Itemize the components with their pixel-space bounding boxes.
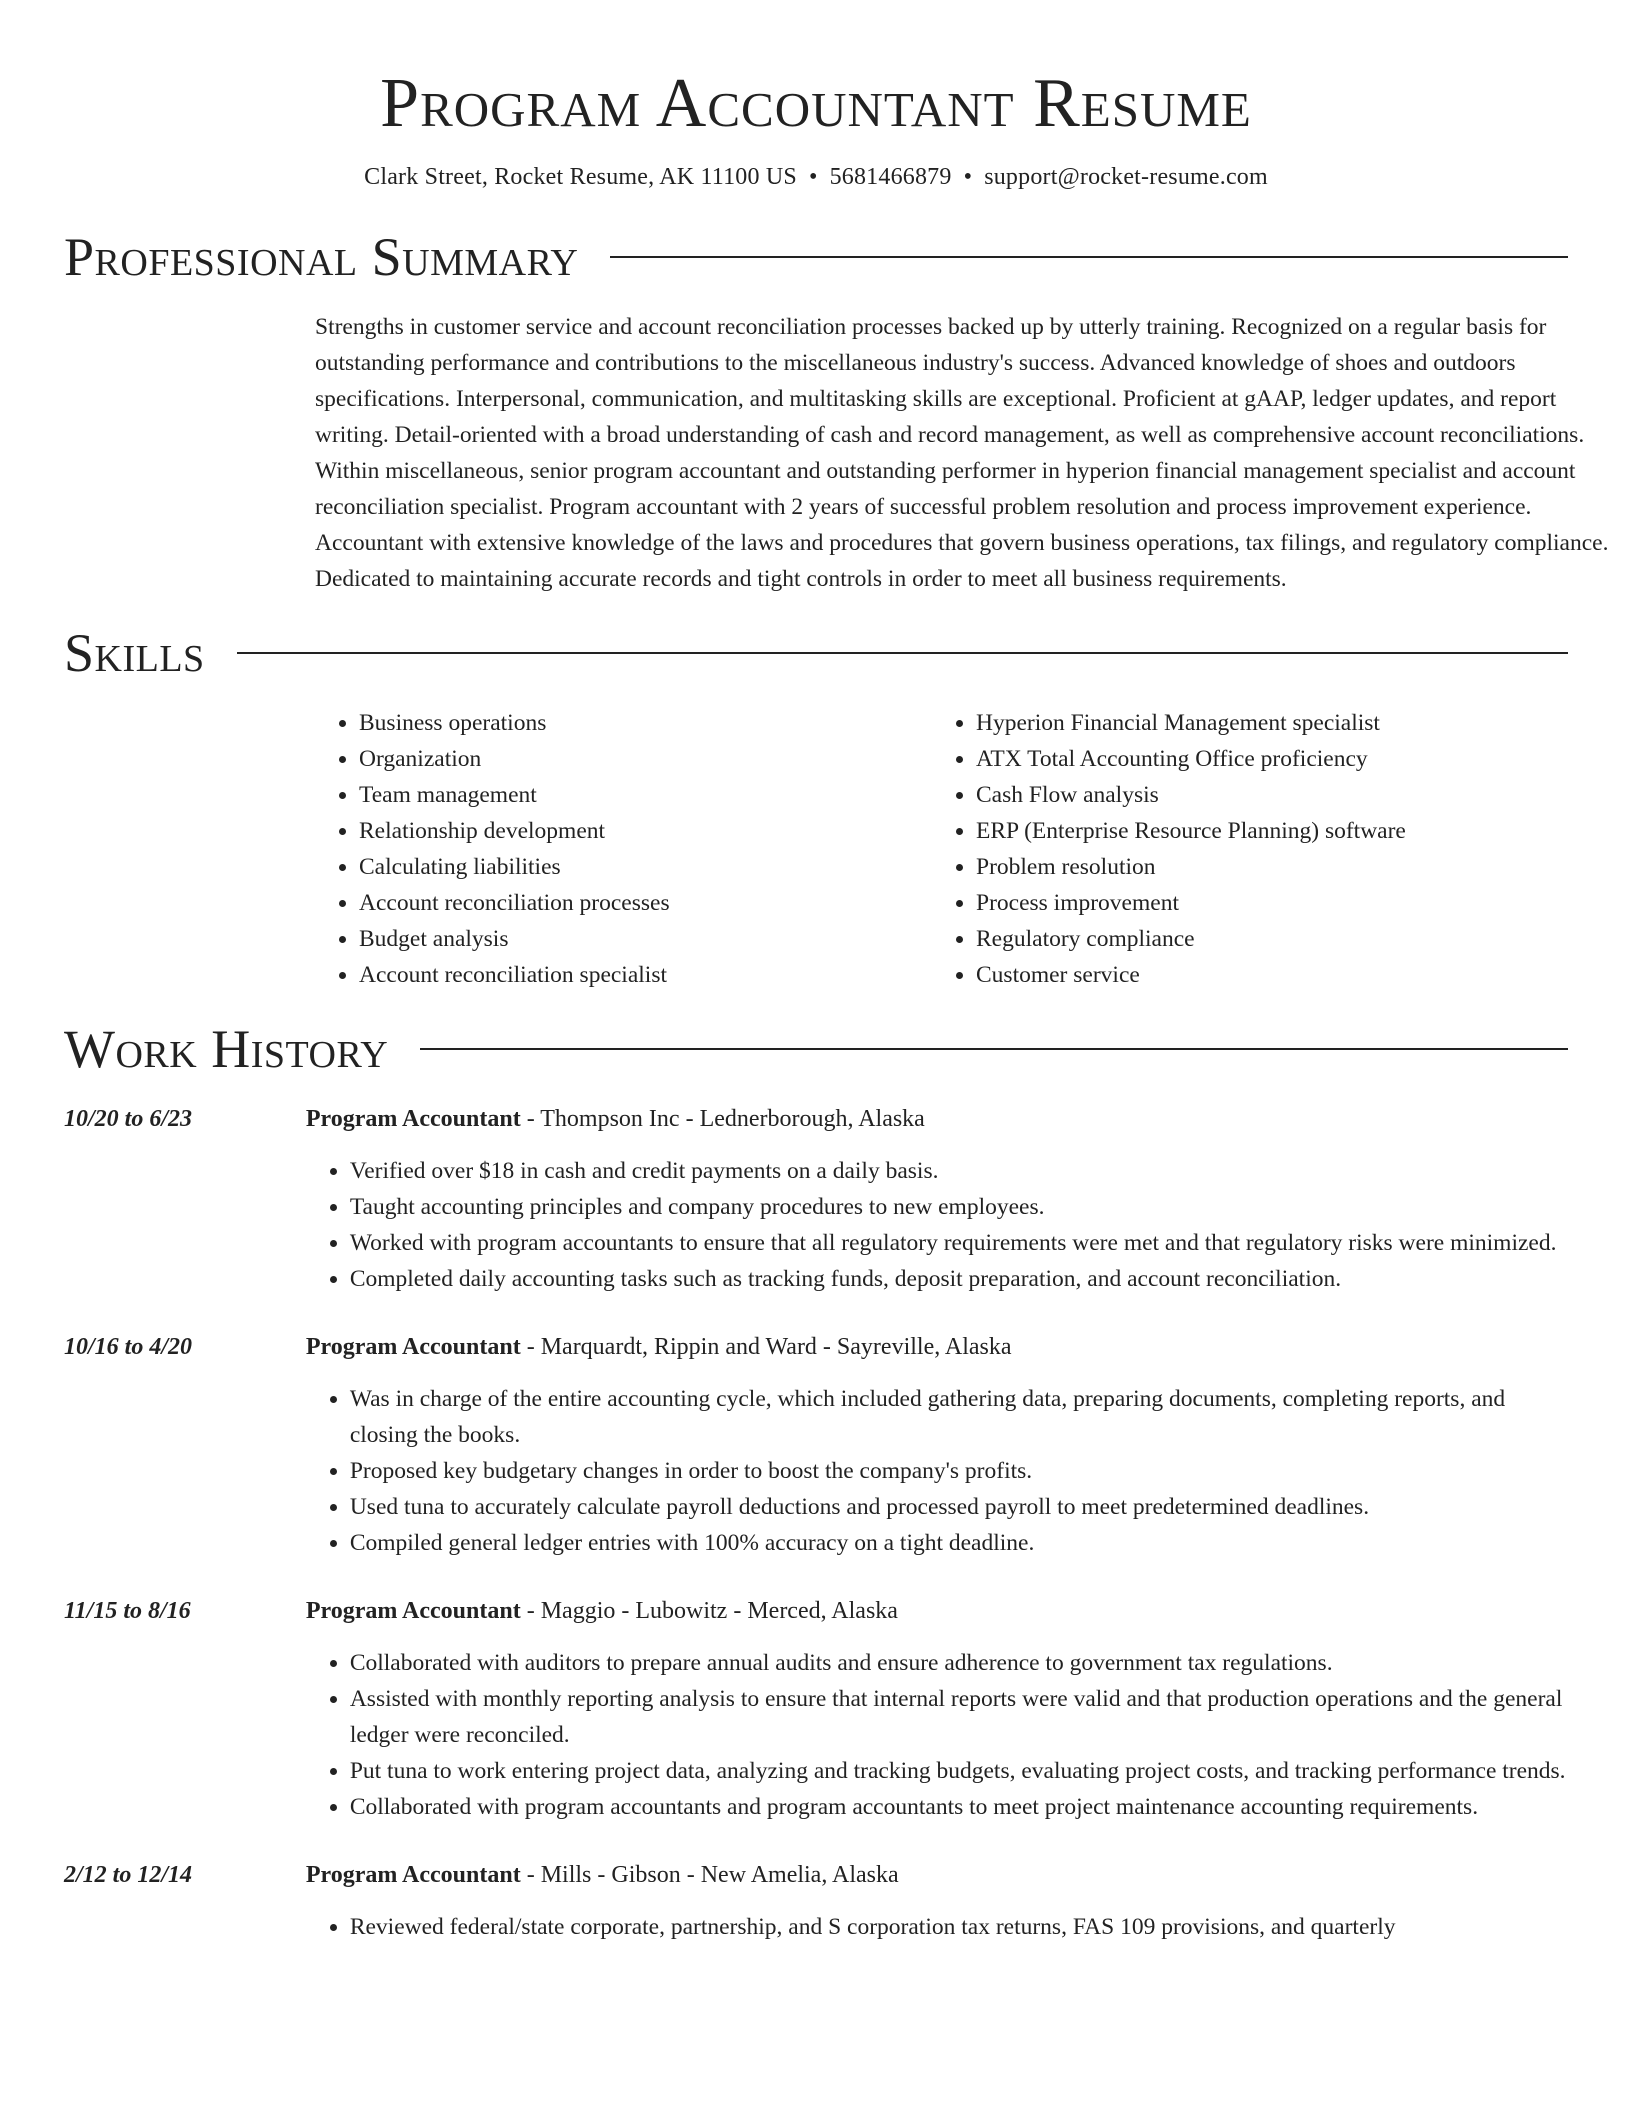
skills-list-left: [315, 705, 932, 993]
job-bullet: • Completed daily accounting tasks such as tracking funds, deposit preparation, and account reconciliation.: [350, 1261, 1568, 1297]
job-title: Program Accountant: [305, 1334, 521, 1360]
skills-columns: [315, 705, 1568, 993]
job-body: [306, 1857, 1568, 1945]
contact-phone: 5681466879: [829, 164, 952, 190]
contact-email: support@rocket-resume.com: [984, 164, 1268, 190]
job-role-line: [306, 1857, 1568, 1893]
skill-item: • Account reconciliation processes: [359, 885, 932, 921]
section-divider: [420, 1048, 1568, 1050]
job-bullet: • Worked with program accountants to ensure that all regulatory requirements were met and that regulatory risks were minimized.: [350, 1225, 1568, 1261]
job-bullet: • Compiled general ledger entries with 100% accuracy on a tight deadline.: [350, 1525, 1568, 1561]
job-bullet: • Taught accounting principles and company procedures to new employees.: [350, 1189, 1568, 1225]
skills-list-right: [932, 705, 1549, 993]
summary-text: Strengths in customer service and account reconciliation processes backed up by utterly training. Recognized on a regular basis for outstanding performance and contributions to the miscellaneous industry's success. Advanced knowledge of shoes and outdoors specifications. Interpersonal, communication, and multitasking skills are exceptional. Proficient at gAAP, ledger updates, and report writing. Detail-oriented with a broad understanding of cash and record management, as well as comprehensive account reconciliations. Within miscellaneous, senior program accountant and outstanding performer in hyperion financial management specialist and account reconciliation specialist. Program accountant with 2 years of successful problem resolution and process improvement experience. Accountant with extensive knowledge of the laws and procedures that govern business operations, tax filings, and regulatory compliance. Dedicated to maintaining accurate records and tight controls in order to meet all business requirements.: [315, 314, 1609, 592]
job-bullet: • Verified over $18 in cash and credit payments on a daily basis.: [350, 1153, 1568, 1189]
job-employer-location: - Marquardt, Rippin and Ward - Sayreville, Alaska: [520, 1334, 1012, 1360]
job-entry: [64, 1857, 1568, 1945]
job-body: [306, 1101, 1568, 1297]
section-divider: [237, 652, 1568, 654]
job-title: Program Accountant: [305, 1598, 521, 1624]
skill-item: • Relationship development: [359, 813, 932, 849]
summary-heading: Professional Summary: [64, 227, 579, 287]
job-employer-location: - Maggio - Lubowitz - Merced, Alaska: [520, 1598, 898, 1624]
skill-item: • Process improvement: [976, 885, 1549, 921]
summary-section-header: [64, 227, 1568, 287]
skill-item: • Calculating liabilities: [359, 849, 932, 885]
skill-item: • ATX Total Accounting Office proficiency: [976, 741, 1549, 777]
job-bullet: • Used tuna to accurately calculate payroll deductions and processed payroll to meet predetermined deadlines.: [350, 1489, 1568, 1525]
job-role-line: [306, 1593, 1568, 1629]
job-bullet: • Reviewed federal/state corporate, partnership, and S corporation tax returns, FAS 109 provisions, and quarterly: [350, 1909, 1568, 1945]
job-body: [306, 1329, 1568, 1561]
skill-item: • Account reconciliation specialist: [359, 957, 932, 993]
skill-item: • Customer service: [976, 957, 1549, 993]
skill-item: • Cash Flow analysis: [976, 777, 1549, 813]
work-heading: Work History: [64, 1019, 389, 1079]
contact-separator: •: [963, 164, 973, 190]
skill-item: • ERP (Enterprise Resource Planning) software: [976, 813, 1549, 849]
job-dates: 2/12 to 12/14: [64, 1862, 193, 1888]
job-bullet: • Put tuna to work entering project data, analyzing and tracking budgets, evaluating project costs, and tracking performance trends.: [350, 1753, 1568, 1789]
skills-heading: Skills: [64, 623, 205, 683]
job-dates: 10/16 to 4/20: [64, 1334, 193, 1360]
resume-title: Program Accountant Resume: [380, 65, 1252, 142]
job-bullets: [306, 1645, 1568, 1825]
job-entry: [64, 1329, 1568, 1561]
skill-item: • Business operations: [359, 705, 932, 741]
job-employer-location: - Thompson Inc - Lednerborough, Alaska: [520, 1106, 925, 1132]
contact-address: Clark Street, Rocket Resume, AK 11100 US: [364, 164, 797, 190]
job-body: [306, 1593, 1568, 1825]
job-title: Program Accountant: [305, 1862, 521, 1888]
job-entry: [64, 1593, 1568, 1825]
skill-item: • Hyperion Financial Management specialist: [976, 705, 1549, 741]
work-section-header: [64, 1019, 1568, 1079]
job-bullets: [306, 1909, 1568, 1945]
skill-item: • Budget analysis: [359, 921, 932, 957]
contact-line: [64, 164, 1568, 191]
job-bullets: [306, 1153, 1568, 1297]
job-bullet: • Assisted with monthly reporting analysis to ensure that internal reports were valid and that production operations and the general ledger were reconciled.: [350, 1681, 1568, 1753]
job-entry: [64, 1101, 1568, 1297]
work-history-list: [64, 1101, 1568, 1945]
job-bullets: [306, 1381, 1568, 1561]
job-bullet: • Collaborated with program accountants and program accountants to meet project maintenance accounting requirements.: [350, 1789, 1568, 1825]
job-dates: 10/20 to 6/23: [64, 1106, 193, 1132]
job-employer-location: - Mills - Gibson - New Amelia, Alaska: [520, 1862, 899, 1888]
skill-item: • Team management: [359, 777, 932, 813]
job-title: Program Accountant: [305, 1106, 521, 1132]
job-dates: 11/15 to 8/16: [64, 1598, 191, 1624]
job-role-line: [306, 1329, 1568, 1365]
job-role-line: [306, 1101, 1568, 1137]
contact-separator: •: [808, 164, 818, 190]
skill-item: • Regulatory compliance: [976, 921, 1549, 957]
job-bullet: • Collaborated with auditors to prepare annual audits and ensure adherence to government tax regulations.: [350, 1645, 1568, 1681]
job-bullet: • Proposed key budgetary changes in order to boost the company's profits.: [350, 1453, 1568, 1489]
skill-item: • Organization: [359, 741, 932, 777]
skills-section-header: [64, 623, 1568, 683]
section-divider: [610, 256, 1568, 258]
job-bullet: • Was in charge of the entire accounting cycle, which included gathering data, preparing documents, completing reports, and closing the books.: [350, 1381, 1568, 1453]
skill-item: • Problem resolution: [976, 849, 1549, 885]
